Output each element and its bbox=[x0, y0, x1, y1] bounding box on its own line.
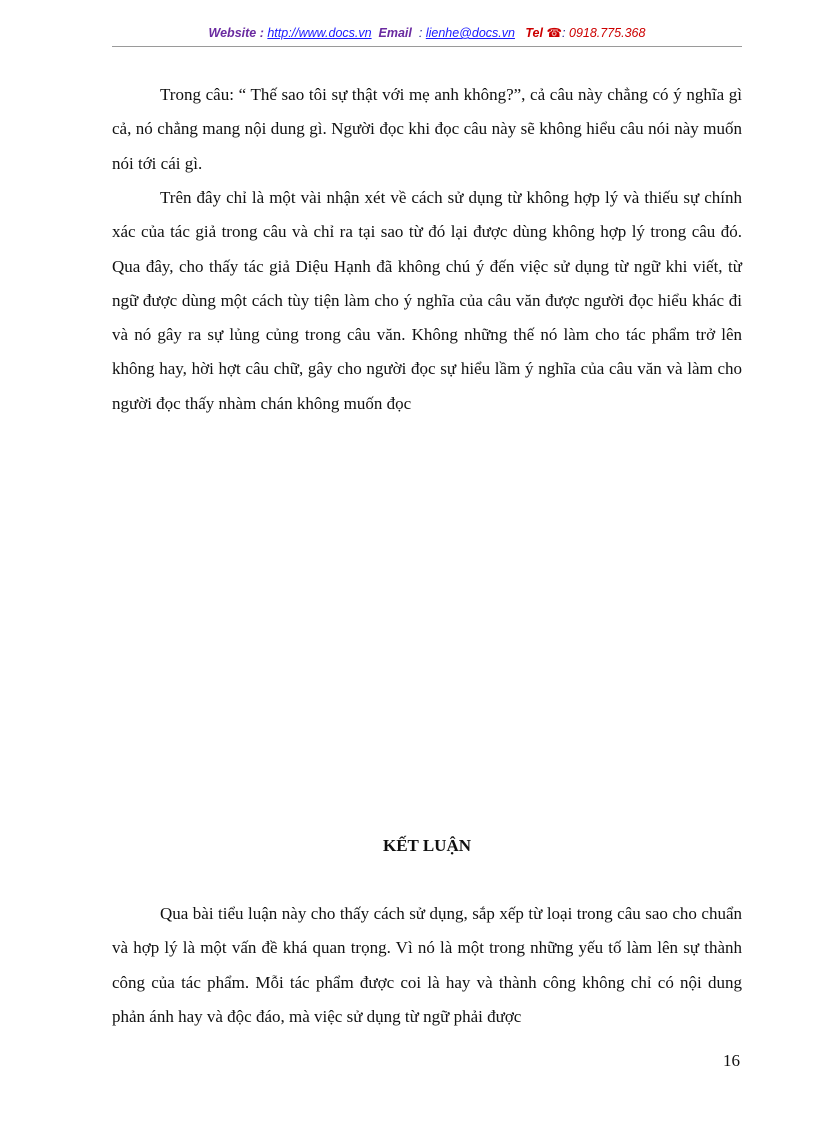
email-separator: : bbox=[418, 26, 423, 40]
body-paragraph-1: Trong câu: “ Thế sao tôi sự thật với mẹ anh không?”, cả câu này chẳng có ý nghĩa gì cả, nó chẳng mang nội dung gì. Người đọc khi đọc câu này sẽ không hiểu câu nói này muốn nói tới cái gì. bbox=[112, 85, 742, 173]
conclusion-paragraph: Qua bài tiểu luận này cho thấy cách sử dụng, sắp xếp từ loại trong câu sao cho chuẩn và hợp lý là một vấn đề khá quan trọng. Vì nó là một trong những yếu tố làm lên sự thành công của tác phẩm. Mỗi tác phẩm được coi là hay và thành công không chỉ có nội dung phản ánh hay và độc đáo, mà việc sử dụng từ ngữ phải được bbox=[112, 904, 742, 1026]
phone-icon: ☎ bbox=[546, 26, 563, 40]
phone-number: 0918.775.368 bbox=[569, 26, 646, 40]
website-label: Website : bbox=[208, 26, 264, 40]
page-number: 16 bbox=[723, 1051, 740, 1070]
website-link[interactable]: http://www.docs.vn bbox=[267, 26, 372, 40]
page-header bbox=[112, 22, 742, 47]
conclusion-heading: KẾT LUẬN bbox=[382, 836, 471, 855]
email-link[interactable]: lienhe@docs.vn bbox=[425, 26, 515, 40]
tel-label: Tel bbox=[525, 26, 543, 40]
body-paragraph-2: Trên đây chỉ là một vài nhận xét về cách sử dụng từ không hợp lý và thiếu sự chính xác của tác giả trong câu và chỉ ra tại sao từ đó lại được dùng không hợp lý trong câu đó. Qua đây, cho thấy tác giả Diệu Hạnh đã không chú ý đến việc sử dụng từ ngữ khi viết, từ ngữ được dùng một cách tùy tiện làm cho ý nghĩa của câu văn được người đọc hiểu khác đi và nó gây ra sự lủng củng trong câu văn. Không những thế nó làm cho tác phẩm trở lên không hay, hời hợt câu chữ, gây cho người đọc sự hiểu lầm ý nghĩa của câu văn và làm cho người đọc thấy nhàm chán không muốn đọc bbox=[112, 188, 742, 413]
email-label: Email bbox=[378, 26, 412, 40]
header-contact-line: Website : http://www.docs.vn Email : lienhe@docs.vn Tel ☎: 0918.775.368 bbox=[208, 26, 646, 40]
